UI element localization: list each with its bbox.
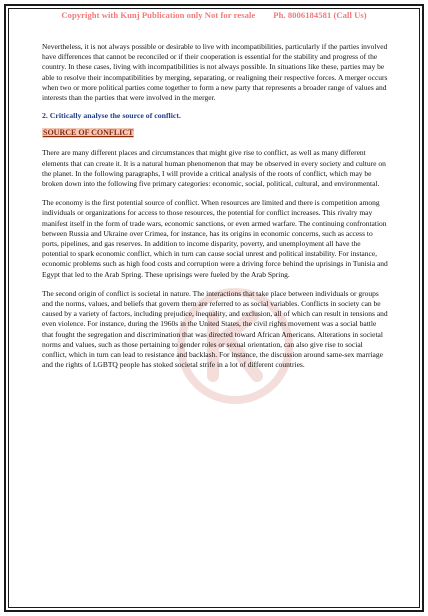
contact-phone: Ph. 8006184581 (Call Us) [273,10,367,20]
paragraph-intro: There are many different places and circumstances that might give rise to conflict, as well as many different elements that can create it. It is a natural human phenomenon that may be observed in every society and culture on the planet. In the following paragraphs, I will provide a critical analysis of the roots of conflict, which may be broken down into the following five primary categories: economic, social, political, cultural, and environmental. [42,148,386,189]
document-body [42,42,388,379]
paragraph-economic: The economy is the first potential source of conflict. When resources are limited and there is competition among individuals or organizations for access to those resources, the potential for conflict increases. This rivalry may manifest itself in the form of trade wars, economic sanctions, or even armed warfare. The continuing confrontation between Russia and Ukraine over Crimea, for instance, has its origins in economic concerns, such as access to ports, pipelines, and gas reserves. In addition to income disparity, poverty, and unemployment all have the potential to spark economic conflict, which in turn can cause social unrest and political instability. For instance, economic problems such as high food costs and corruption were a driving force behind the uprisings in Tunisia and Egypt that led to the Arab Spring. These uprisings were fueled by the Arab Spring. [42,198,388,279]
section-heading: SOURCE OF CONFLICT [43,128,134,138]
paragraph-social: The second origin of conflict is societal in nature. The interactions that take place between individuals or groups and the norms, values, and beliefs that govern them are referred to as social variables. Conflicts in society can be caused by a variety of factors, including prejudice, inequality, and exclusion, all of which can result in tensions and even violence. For instance, during the 1960s in the United States, the civil rights movement was a social battle that fought the segregation and discrimination that was directed toward African Americans. Alterations in societal norms and values, such as those pertaining to gender roles or sexual orientation, can also give rise to social conflict, which in turn can lead to resistance and backlash. For instance, the discussion around same-sex marriage and the rights of LGBTQ people has stoked societal strife in a lot of different countries. [42,288,388,370]
paragraph-mergers: Nevertheless, it is not always possible or desirable to live with incompatibilities, particularly if the parties involved have differences that cannot be reconciled or if their cooperation is essential for the stability and progress of the country. In these cases, living with incompatibilities is not always possible. In situations like these, parties may be able to resolve their incompatibilities by merging, separating, or realigning their respective forces. A merger occurs when two or more political parties come together to form a new party that represents a broader range of values and interests than the parties that were involved in the merger. [42,42,388,103]
page-header [0,10,428,20]
copyright-notice: Copyright with Kunj Publication only Not for resale [61,10,256,20]
question-heading: 2. Critically analyse the source of conflict. [42,111,181,121]
